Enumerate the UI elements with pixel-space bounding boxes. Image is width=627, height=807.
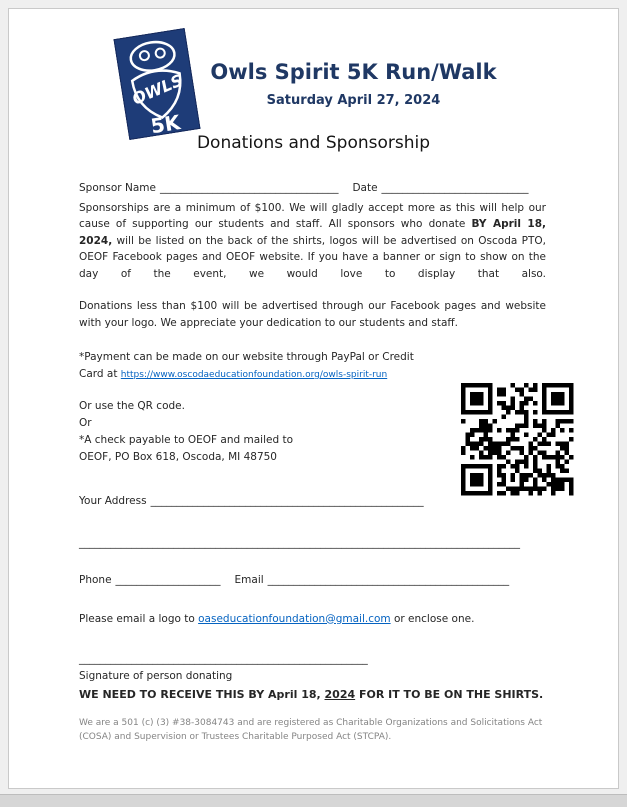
sponsorship-paragraph-text-1: Sponsorships are a minimum of $100. We will gladly accept more as this will help our cause of supporting our students and staff. All sponsors who donate (79, 201, 546, 230)
sponsor-name-date-line (79, 180, 546, 197)
date-label: Date (352, 182, 378, 194)
logo-email-suffix: or enclose one. (390, 612, 475, 625)
payment-options-block (79, 398, 459, 466)
signature-label: Signature of person donating (79, 669, 233, 682)
event-date: Saturday April 27, 2024 (266, 93, 441, 108)
logo-5k-text: 5K (148, 110, 182, 139)
signature-block (79, 651, 546, 684)
payment-line-2-prefix: Card at (79, 367, 121, 380)
legal-footer: We are a 501 (c) (3) #38-3084743 and are registered as Charitable Organizations and Solicitations Act (COSA) and Supervision or Trustees Charitable Purposed Act (STCPA). (79, 718, 543, 742)
payment-info-block (79, 349, 459, 383)
or-text: Or (79, 417, 92, 429)
date-blank[interactable]: ____________________________ (381, 182, 529, 194)
logo-email-prefix: Please email a logo to (79, 612, 199, 625)
email-blank[interactable]: ______________________________________________ (267, 574, 510, 586)
logo-email-line (79, 611, 546, 628)
phone-label: Phone (79, 574, 112, 586)
email-label: Email (234, 574, 264, 586)
qr-code (461, 383, 573, 495)
phone-blank[interactable]: ____________________ (115, 574, 221, 586)
deadline-year-underlined: 2024 (324, 688, 356, 701)
owl-shoeprint-graphic (113, 28, 200, 140)
sponsor-name-blank[interactable]: __________________________________ (159, 182, 339, 194)
qr-instruction-text: Or use the QR code. (79, 400, 185, 412)
section-heading: Donations and Sponsorship (196, 133, 431, 153)
payment-website-link[interactable]: https://www.oscodaeducationfoundation.org/owls-spirit-run (120, 369, 388, 380)
sponsorship-paragraph-text-2: will be listed on the back of the shirts, logos will be advertised on Oscoda PTO, OEOF Facebook pages and OEOF website. If you have a banner or sign to show on the day of the event, we would love to display that also. (79, 234, 546, 280)
sponsorship-deadline-bold: BY April 18, 2024, (79, 218, 546, 247)
check-payable-line: *A check payable to OEOF and mailed to (79, 434, 293, 446)
donations-paragraph: Donations less than $100 will be advertised through our Facebook pages and website with your logo. We appreciate your dedication to our students and staff. (79, 300, 546, 329)
foundation-email-link[interactable]: oaseducationfoundation@gmail.com (198, 612, 391, 625)
deadline-text-2: FOR IT TO BE ON THE SHIRTS. (355, 688, 544, 701)
address-continued-line (79, 535, 546, 552)
event-title: Owls Spirit 5K Run/Walk (210, 60, 497, 84)
deadline-text-1: WE NEED TO RECEIVE THIS BY April 18, (79, 688, 325, 701)
document-page (8, 8, 619, 789)
mailing-address-line: OEOF, PO Box 618, Oscoda, MI 48750 (79, 451, 277, 463)
payment-line-1: *Payment can be made on our website through PayPal or Credit (79, 351, 414, 363)
payment-line-2 (79, 366, 459, 384)
owls-5k-logo (113, 28, 200, 140)
logo-owls-text: OWLS (129, 70, 186, 109)
address-blank-2[interactable]: ____________________________________________________________________________________ (79, 536, 520, 549)
signature-blank[interactable]: _______________________________________________________ (79, 653, 368, 665)
address-blank-1[interactable]: ____________________________________________________ (150, 495, 424, 507)
phone-email-line (79, 572, 546, 589)
horizontal-scrollbar[interactable] (0, 794, 627, 807)
sponsor-name-label: Sponsor Name (79, 182, 156, 194)
address-label: Your Address (79, 495, 147, 507)
deadline-notice (79, 686, 546, 703)
sponsorship-paragraph (79, 200, 546, 283)
